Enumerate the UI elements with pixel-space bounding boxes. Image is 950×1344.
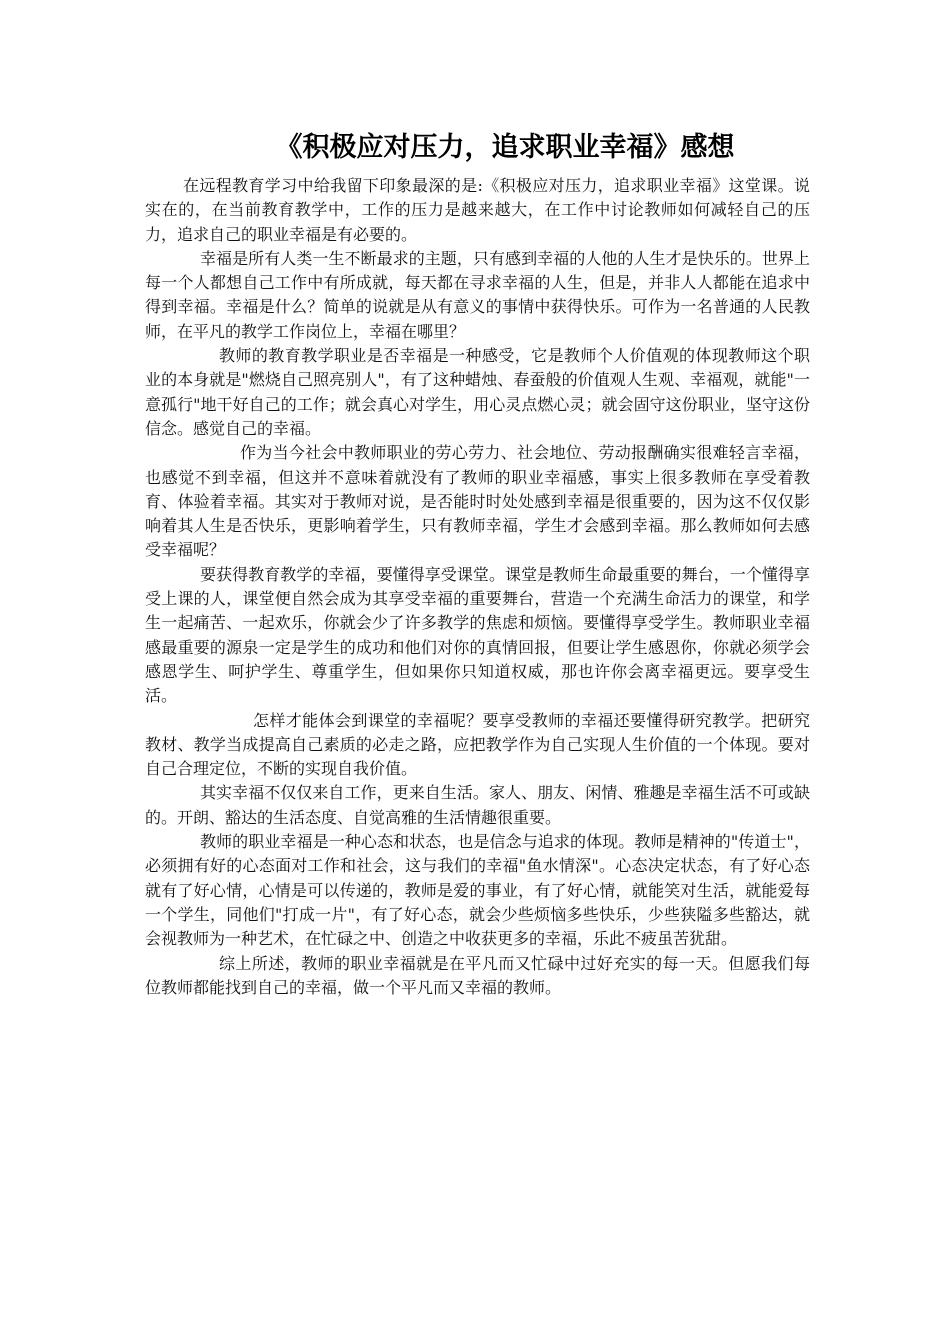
paragraph-7: 其实幸福不仅仅来自工作，更来自生活。家人、朋友、闲情、雅趣是幸福生活不可或缺的。开朗、豁达的生活态度、自觉高雅的生活情趣很重要。	[145, 783, 810, 827]
document-body	[145, 174, 810, 1000]
document-title: 《积极应对压力，追求职业幸福》感想	[275, 132, 735, 163]
paragraph-1: 在远程教育学习中给我留下印象最深的是:《积极应对压力，追求职业幸福》这堂课。说实在的，在当前教育教学中，工作的压力是越来越大，在工作中讨论教师如何减轻自己的压力，追求自己的职业幸福是有必要的。	[145, 176, 810, 244]
paragraph-6: 怎样才能体会到课堂的幸福呢？要享受教师的幸福还要懂得研究教学。把研究教材、教学当成提高自己素质的必走之路，应把教学作为自己实现人生价值的一个体现。要对自己合理定位，不断的实现自我价值。	[145, 710, 810, 779]
paragraph-8: 教师的职业幸福是一种心态和状态，也是信念与追求的体现。教师是精神的"传道士"，必须拥有好的心态面对工作和社会，这与我们的幸福"鱼水情深"。心态决定状态，有了好心态就有了好心情，心情是可以传递的，教师是爱的事业，有了好心情，就能笑对生活，就能爱每一个学生，同他们"打成一片"，有了好心态，就会少些烦恼多些快乐，少些狭隘多些豁达，就会视教师为一种艺术，在忙碌之中、创造之中收获更多的幸福，乐此不疲虽苦犹甜。	[145, 832, 810, 949]
paragraph-5: 要获得教育教学的幸福，要懂得享受课堂。课堂是教师生命最重要的舞台，一个懂得享受上课的人，课堂便自然会成为其享受幸福的重要舞台，营造一个充满生命活力的课堂，和学生一起痛苦、一起欢乐，你就会少了许多教学的焦虑和烦恼。要懂得享受学生。教师职业幸福感最重要的源泉一定是学生的成功和他们对你的真情回报，但要让学生感恩你，你就必须学会感恩学生、呵护学生、尊重学生，但如果你只知道权威，那也许你会离幸福更远。要享受生活。	[145, 564, 810, 706]
paragraph-3: 教师的教育教学职业是否幸福是一种感受，它是教师个人价值观的体现教师这个职业的本身就是"燃烧自己照亮别人"，有了这种蜡烛、春蚕般的价值观人生观、幸福观，就能"一意孤行"地干好自己的工作；就会真心对学生，用心灵点燃心灵；就会固守这份职业，坚守这份信念。感觉自己的幸福。	[145, 346, 810, 438]
paragraph-9: 综上所述，教师的职业幸福就是在平凡而又忙碌中过好充实的每一天。但愿我们每位教师都能找到自己的幸福，做一个平凡而又幸福的教师。	[145, 953, 810, 997]
paragraph-4: 作为当今社会中教师职业的劳心劳力、社会地位、劳动报酬确实很难轻言幸福，也感觉不到幸福，但这并不意味着就没有了教师的职业幸福感，事实上很多教师在享受着教育、体验着幸福。其实对于教师对说，是否能时时处处感到幸福是很重要的，因为这不仅仅影响着其人生是否快乐，更影响着学生，只有教师幸福，学生才会感到幸福。那么教师如何去感受幸福呢？	[145, 443, 810, 560]
paragraph-2: 幸福是所有人类一生不断最求的主题，只有感到幸福的人他的人生才是快乐的。世界上每一个人都想自己工作中有所成就，每天都在寻求幸福的人生，但是，并非人人都能在追求中得到幸福。幸福是什么？简单的说就是从有意义的事情中获得快乐。可作为一名普通的人民教师，在平凡的教学工作岗位上，幸福在哪里？	[145, 248, 810, 341]
